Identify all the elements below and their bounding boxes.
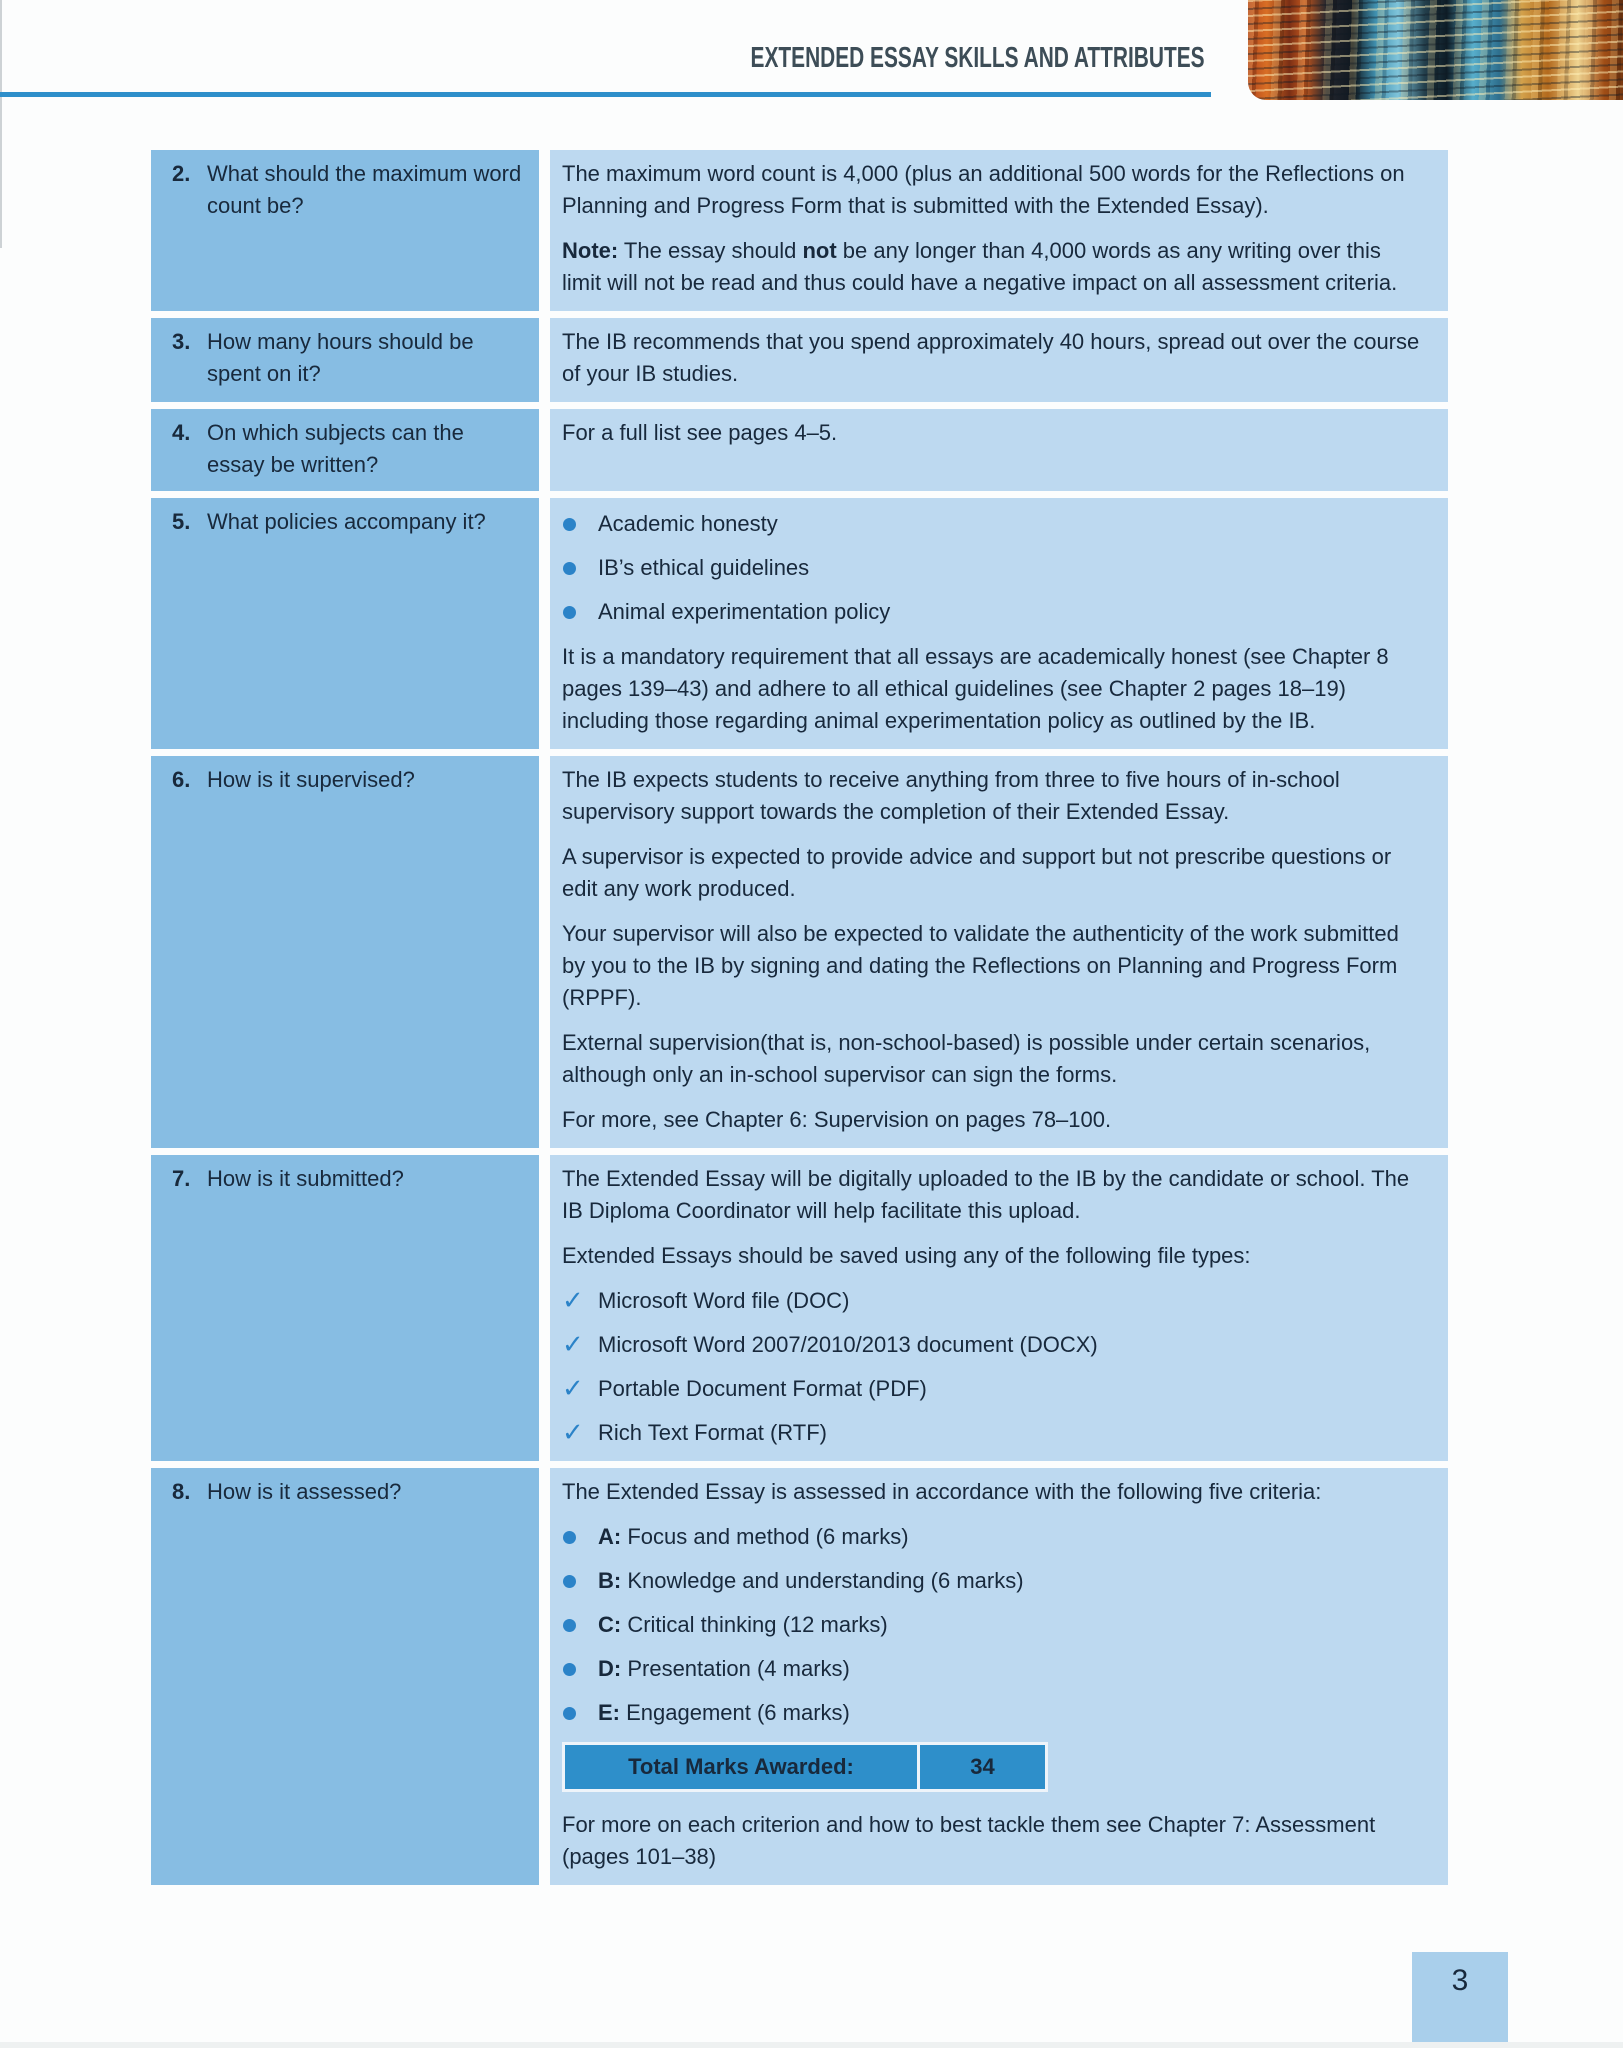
- list-item-text: [598, 508, 1422, 540]
- list-item: [562, 1653, 1422, 1685]
- bullet-icon: [563, 1531, 576, 1544]
- table-row: [151, 756, 1448, 1148]
- bold-text: not: [802, 238, 837, 263]
- question-text: What should the maximum word count be?: [207, 161, 522, 218]
- bullet-icon: [563, 1707, 576, 1720]
- text: Rich Text Format (RTF): [598, 1420, 827, 1445]
- answer-cell: [550, 1155, 1448, 1461]
- text: The essay should: [618, 238, 803, 263]
- text: The IB recommends that you spend approximately 40 hours, spread out over the course of your IB studies.: [562, 329, 1420, 386]
- answer-paragraph: [562, 1104, 1422, 1136]
- text: The IB expects students to receive anything from three to five hours of in-school supervisory support towards the completion of their Extended Essay.: [562, 767, 1340, 824]
- question-number: 8.: [172, 1479, 191, 1504]
- list-item-text: [598, 1697, 1422, 1729]
- question-cell: [151, 498, 539, 749]
- text: Focus and method (6 marks): [621, 1524, 909, 1549]
- header-rule: [0, 92, 1211, 97]
- list-item-text: [598, 1285, 1422, 1317]
- text: Engagement (6 marks): [620, 1700, 850, 1725]
- bullet-list: [562, 508, 1422, 628]
- total-marks-label: Total Marks Awarded:: [565, 1745, 920, 1789]
- bullet-icon: [563, 1663, 576, 1676]
- list-item-text: [598, 1373, 1422, 1405]
- list-item-text: [598, 1653, 1422, 1685]
- qa-table: [151, 150, 1448, 1885]
- question-cell: [151, 1155, 539, 1461]
- bold-text: Note:: [562, 238, 619, 263]
- text: Your supervisor will also be expected to validate the authenticity of the work submitted by you to the IB by signing and dating the Reflections on Planning and Progress Form (RPPF).: [562, 921, 1399, 1010]
- answer-cell: [550, 1468, 1448, 1885]
- bold-text: D:: [598, 1656, 622, 1681]
- answer-paragraph: [562, 764, 1422, 828]
- answer-paragraph: [562, 158, 1422, 222]
- answer-paragraph: [562, 235, 1422, 299]
- list-item-text: [598, 1609, 1422, 1641]
- page-left-edge: [0, 0, 2, 248]
- list-item: [562, 1285, 1422, 1317]
- table-row: [151, 1468, 1448, 1885]
- answer-paragraph: [562, 641, 1422, 737]
- bold-text: C:: [598, 1612, 622, 1637]
- question-number: 7.: [172, 1166, 191, 1191]
- question-cell: [151, 409, 539, 491]
- text: The Extended Essay is assessed in accordance with the following five criteria:: [562, 1479, 1322, 1504]
- question-number: 4.: [172, 420, 191, 445]
- answer-paragraph: [562, 1027, 1422, 1091]
- text: Animal experimentation policy: [598, 599, 891, 624]
- table-row: [151, 150, 1448, 311]
- text: Presentation (4 marks): [621, 1656, 850, 1681]
- text: Academic honesty: [598, 511, 778, 536]
- question-cell: [151, 1468, 539, 1885]
- bold-text: E:: [598, 1700, 620, 1725]
- list-item: [562, 1329, 1422, 1361]
- text: For more, see Chapter 6: Supervision on pages 78–100.: [562, 1107, 1112, 1132]
- question-text: How is it supervised?: [207, 767, 415, 792]
- answer-paragraph: [562, 1476, 1422, 1508]
- list-item: [562, 552, 1422, 584]
- table-row: [151, 318, 1448, 402]
- question-text: How many hours should be spent on it?: [207, 329, 474, 386]
- question-text: What policies accompany it?: [207, 509, 486, 534]
- total-marks-table: [562, 1742, 1048, 1792]
- answer-cell: [550, 756, 1448, 1148]
- text: IB’s ethical guidelines: [598, 555, 810, 580]
- water-reflection-image: [1248, 0, 1623, 100]
- list-item-text: [598, 1521, 1422, 1553]
- page-number-tab: [1412, 1952, 1508, 2048]
- list-item-text: [598, 1329, 1422, 1361]
- text: For a full list see pages 4–5.: [562, 420, 838, 445]
- table-row: [151, 1155, 1448, 1461]
- answer-cell: [550, 318, 1448, 402]
- list-item-text: [598, 1417, 1422, 1449]
- text: Microsoft Word file (DOC): [598, 1288, 850, 1313]
- list-item-text: [598, 552, 1422, 584]
- answer-cell: [550, 409, 1448, 491]
- question-number: 2.: [172, 161, 191, 186]
- list-item-text: [598, 1565, 1422, 1597]
- list-item: [562, 596, 1422, 628]
- list-item: [562, 508, 1422, 540]
- bullet-icon: [563, 606, 576, 619]
- table-row: [151, 498, 1448, 749]
- checkmark-icon: ✓: [562, 1417, 584, 1447]
- list-item: [562, 1565, 1422, 1597]
- list-item: [562, 1609, 1422, 1641]
- text: It is a mandatory requirement that all essays are academically honest (see Chapter 8 pages 139–43) and adhere to all ethical guidelines (see Chapter 2 pages 18–19) including those regarding animal experimentation policy as outlined by the IB.: [562, 644, 1389, 733]
- answer-paragraph: [562, 841, 1422, 905]
- list-item: [562, 1373, 1422, 1405]
- text: Knowledge and understanding (6 marks): [621, 1568, 1024, 1593]
- bold-text: B:: [598, 1568, 622, 1593]
- check-list: [562, 1285, 1422, 1449]
- bullet-icon: [563, 518, 576, 531]
- question-text: On which subjects can the essay be written?: [207, 420, 464, 477]
- text: Portable Document Format (PDF): [598, 1376, 927, 1401]
- answer-paragraph: [562, 417, 1422, 449]
- text: The Extended Essay will be digitally uploaded to the IB by the candidate or school. The IB Diploma Coordinator will help facilitate this upload.: [562, 1166, 1410, 1223]
- list-item-text: [598, 596, 1422, 628]
- page-header-title: EXTENDED ESSAY SKILLS AND ATTRIBUTES: [750, 42, 1205, 74]
- answer-paragraph: [562, 326, 1422, 390]
- question-cell: [151, 756, 539, 1148]
- question-number: 5.: [172, 509, 191, 534]
- answer-cell: [550, 498, 1448, 749]
- answer-paragraph: [562, 1240, 1422, 1272]
- text: For more on each criterion and how to best tackle them see Chapter 7: Assessment (pages 101–38): [562, 1812, 1376, 1869]
- text: Critical thinking (12 marks): [621, 1612, 888, 1637]
- text: be any longer than 4,000 words as any writing over this limit will not be read and thus could have a negative impact on all assessment criteria.: [562, 238, 1398, 295]
- question-cell: [151, 150, 539, 311]
- question-text: How is it assessed?: [207, 1479, 402, 1504]
- bullet-icon: [563, 1619, 576, 1632]
- list-item: [562, 1521, 1422, 1553]
- list-item: [562, 1417, 1422, 1449]
- page-bottom-edge: [0, 2042, 1623, 2048]
- question-text: How is it submitted?: [207, 1166, 404, 1191]
- total-marks-value: 34: [970, 1754, 995, 1779]
- answer-paragraph: [562, 918, 1422, 1014]
- bullet-icon: [563, 562, 576, 575]
- checkmark-icon: ✓: [562, 1285, 584, 1315]
- checkmark-icon: ✓: [562, 1329, 584, 1359]
- table-row: [151, 409, 1448, 491]
- bold-text: A:: [598, 1524, 622, 1549]
- text: Extended Essays should be saved using any of the following file types:: [562, 1243, 1251, 1268]
- text: Microsoft Word 2007/2010/2013 document (DOCX): [598, 1332, 1098, 1357]
- question-number: 6.: [172, 767, 191, 792]
- bullet-icon: [563, 1575, 576, 1588]
- answer-paragraph: [562, 1163, 1422, 1227]
- text: External supervision(that is, non-school-based) is possible under certain scenarios, although only an in-school supervisor can sign the forms.: [562, 1030, 1371, 1087]
- checkmark-icon: ✓: [562, 1373, 584, 1403]
- list-item: [562, 1697, 1422, 1729]
- text: A supervisor is expected to provide advice and support but not prescribe questions or edit any work produced.: [562, 844, 1392, 901]
- text: The maximum word count is 4,000 (plus an additional 500 words for the Reflections on Planning and Progress Form that is submitted with the Extended Essay).: [562, 161, 1405, 218]
- page-number: 3: [1451, 1964, 1469, 1997]
- answer-paragraph: [562, 1809, 1422, 1873]
- question-cell: [151, 318, 539, 402]
- answer-cell: [550, 150, 1448, 311]
- bullet-list: [562, 1521, 1422, 1729]
- question-number: 3.: [172, 329, 191, 354]
